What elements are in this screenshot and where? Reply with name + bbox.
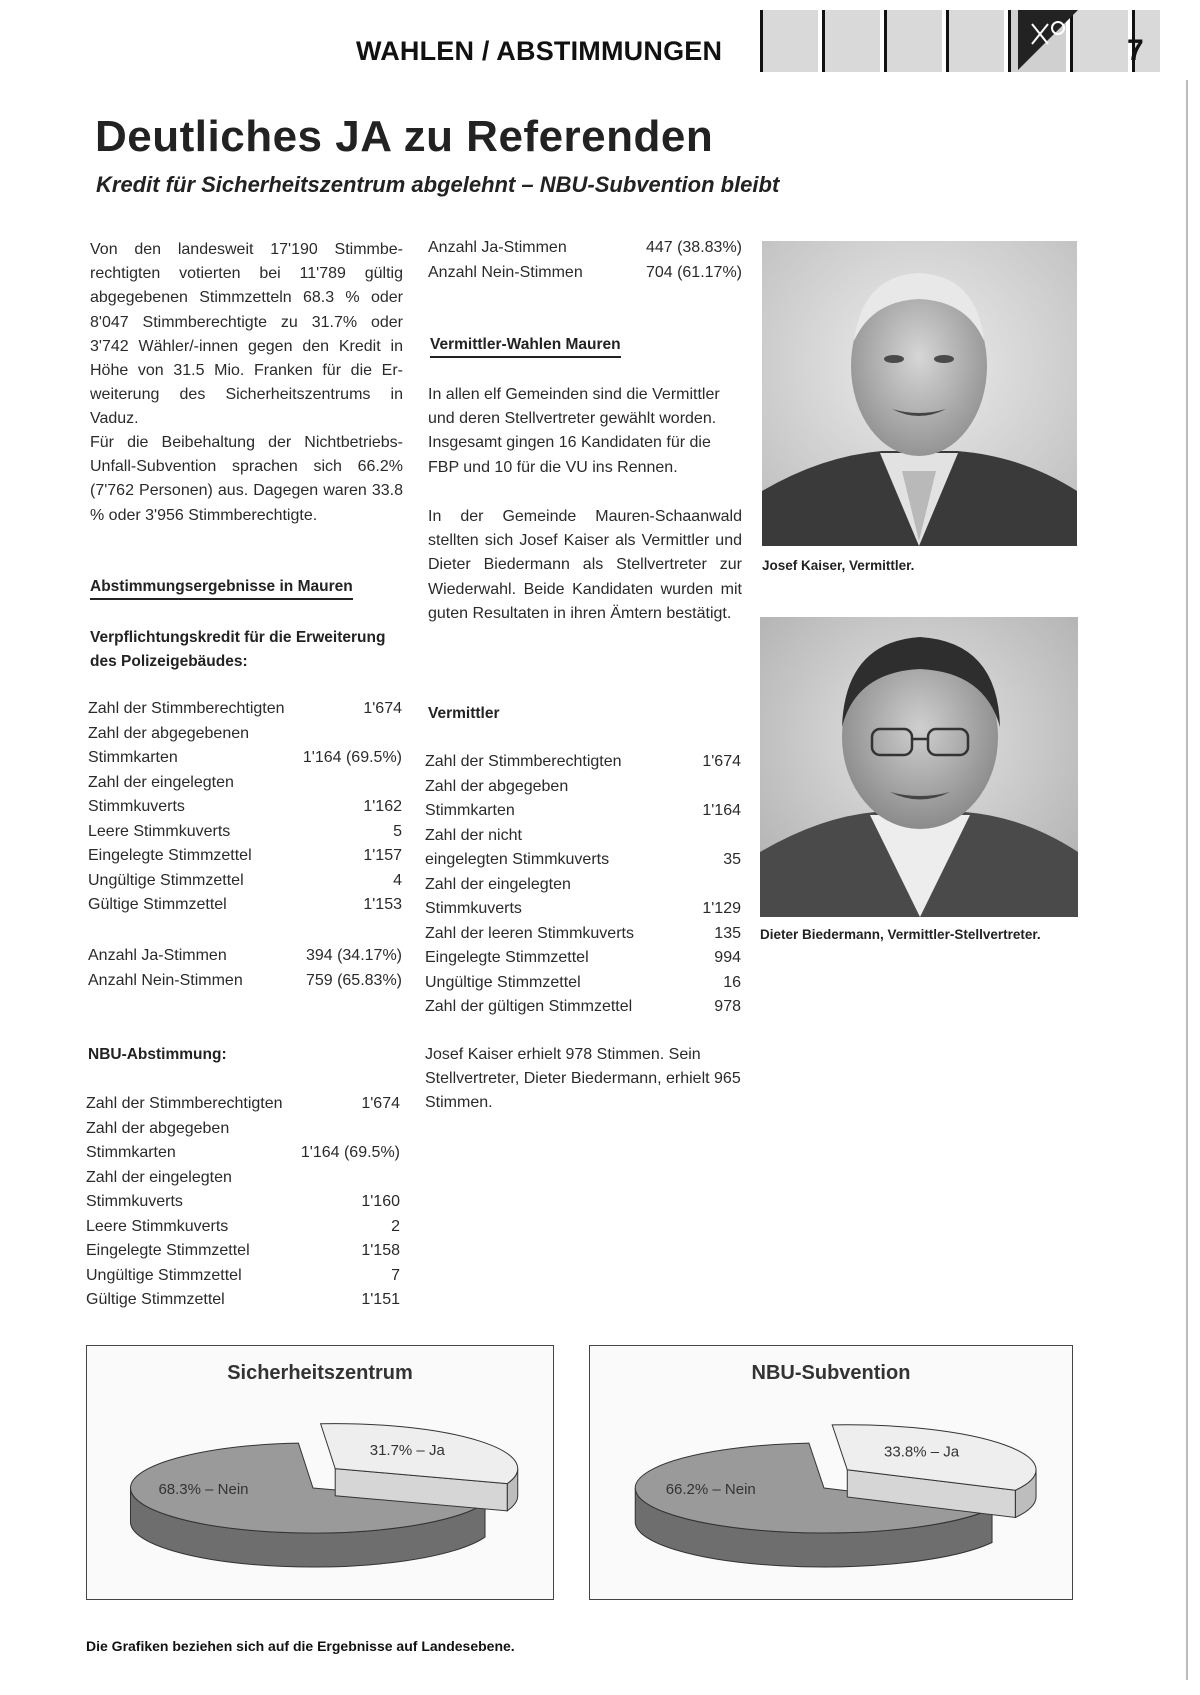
vermittler-wahlen-heading: Vermittler-Wahlen Mauren	[430, 336, 621, 358]
stat-label: Ungültige Stimmzettel	[88, 871, 244, 889]
municipal-emblem-icon	[1018, 10, 1078, 70]
stat-label: Leere Stimmkuverts	[88, 822, 231, 840]
dieter-biedermann-photo	[760, 617, 1078, 917]
vermittler-result: Josef Kaiser erhielt 978 Stimmen. Sein Stellvertreter, Dieter Biedermann, erhielt 965 Stimmen.	[425, 1046, 741, 1112]
stat-row	[86, 1117, 400, 1142]
stat-value: 4	[393, 871, 402, 889]
stat-label: Stimmkuverts	[86, 1193, 183, 1210]
stat-value: 704 (61.17%)	[645, 263, 742, 281]
stat-row	[425, 848, 741, 873]
stat-value: 1'164 (69.5%)	[302, 749, 402, 766]
stat-label: Ungültige Stimmzettel	[86, 1266, 242, 1284]
stat-row	[86, 1166, 400, 1191]
nbu-votes-table	[428, 236, 742, 285]
stat-label: Zahl der abgegeben	[425, 777, 569, 795]
stat-label: Anzahl Nein-Stimmen	[428, 263, 583, 281]
stat-value: 16	[723, 973, 741, 991]
stat-value: 1'153	[363, 896, 402, 913]
stat-value: 135	[714, 924, 741, 942]
stat-value: 978	[714, 998, 741, 1015]
stat-row	[425, 995, 741, 1020]
stat-label: Zahl der eingelegten	[88, 773, 234, 791]
stat-row	[88, 820, 402, 845]
stat-row	[88, 944, 402, 969]
stat-row	[86, 1092, 400, 1117]
stat-row	[86, 1239, 400, 1264]
stat-label: Gültige Stimmzettel	[88, 896, 227, 913]
stat-label: Zahl der nicht	[425, 826, 522, 844]
stat-row	[88, 746, 402, 771]
intro-paragraph-1: Von den landesweit 17'190 Stimmberechtigten votierten bei 11'789 gültig abgegebenen Stimmzetteln 68.3 % oder 8'047 Stimmberechtigte zu 31.7% oder 3'742 Wähler/-innen gegen den Kredit in Höhe von 31.5 Mio. Franken für die Erweiterung des Sicherheitszentrums in Vaduz.	[90, 241, 403, 428]
stat-row	[88, 869, 402, 894]
stat-row	[88, 969, 402, 994]
vermittler-paragraph-2: In der Gemeinde Mauren-Schaanwald stellten sich Josef Kaiser als Vermittler und Dieter Biedermann als Stellvertreter zur Wiederwahl. Beide Kandidaten wurden mit guten Resultaten in ihren Ämtern bestätigt.	[428, 508, 742, 622]
chart-nbu-subvention	[589, 1345, 1073, 1600]
stat-label: Ungültige Stimmzettel	[425, 973, 581, 991]
stat-label: Stimmkuverts	[88, 798, 185, 815]
stat-row	[425, 922, 741, 947]
mauren-results-heading: Abstimmungsergebnisse in Mauren	[90, 578, 353, 600]
stat-label: Zahl der Stimmberechtigten	[86, 1095, 283, 1112]
section-label: WAHLEN / ABSTIMMUNGEN	[356, 36, 723, 66]
stat-value: 994	[714, 949, 741, 966]
stat-label: Zahl der abgegebenen	[88, 724, 250, 742]
stat-value: 759 (65.83%)	[305, 971, 402, 989]
stat-row	[425, 873, 741, 898]
pie-label-nein: 68.3% – Nein	[158, 1481, 249, 1498]
stat-row	[88, 893, 402, 918]
stat-label: eingelegten Stimmkuverts	[425, 851, 610, 868]
stat-value: 1'158	[361, 1242, 400, 1259]
stat-label: Stimmkarten	[88, 749, 178, 766]
stat-row	[425, 897, 741, 922]
stat-row	[86, 1215, 400, 1240]
stat-row	[425, 750, 741, 775]
subtitle: Kredit für Sicherheitszentrum abgelehnt – NBU-Subvention bleibt	[96, 172, 780, 197]
stat-value: 1'164	[702, 802, 741, 819]
stat-value: 7	[391, 1266, 400, 1284]
stat-label: Stimmkarten	[86, 1144, 176, 1161]
stat-row	[88, 722, 402, 747]
josef-kaiser-photo	[762, 241, 1077, 546]
chart-sicherheitszentrum	[86, 1345, 554, 1600]
stat-value: 1'164 (69.5%)	[300, 1144, 400, 1161]
stat-row	[88, 844, 402, 869]
header-bars	[760, 10, 1160, 72]
stat-row	[428, 236, 742, 261]
stat-row	[86, 1190, 400, 1215]
stat-value: 1'157	[363, 847, 402, 864]
stat-value: 35	[723, 851, 741, 868]
stat-value: 1'674	[363, 700, 402, 717]
stat-row	[425, 824, 741, 849]
stat-value: 2	[391, 1217, 400, 1235]
stat-label: Gültige Stimmzettel	[86, 1291, 225, 1308]
stat-row	[425, 971, 741, 996]
kredit-heading: Verpflichtungskredit für die Erweiterung des Polizeigebäudes:	[90, 629, 386, 670]
stat-label: Leere Stimmkuverts	[86, 1217, 229, 1235]
stat-row	[428, 261, 742, 286]
stat-label: Stimmkarten	[425, 802, 515, 819]
nbu-heading: NBU-Abstimmung:	[88, 1046, 227, 1063]
vermittler-subheading: Vermittler	[428, 705, 500, 722]
stat-value: 1'162	[363, 798, 402, 815]
vermittler-stats-table	[425, 750, 741, 1020]
stat-value: 1'129	[702, 900, 741, 917]
stat-label: Zahl der Stimmberechtigten	[88, 700, 285, 717]
page-number: 7	[1127, 34, 1144, 67]
dieter-biedermann-caption: Dieter Biedermann, Vermittler-Stellvertreter.	[760, 927, 1041, 942]
stat-label: Zahl der leeren Stimmkuverts	[425, 924, 634, 942]
stat-value: 1'674	[361, 1095, 400, 1112]
stat-row	[425, 946, 741, 971]
stat-row	[88, 697, 402, 722]
pie-label-ja: 33.8% – Ja	[884, 1443, 960, 1461]
stat-value: 1'160	[361, 1193, 400, 1210]
stat-row	[86, 1141, 400, 1166]
stat-label: Anzahl Nein-Stimmen	[88, 971, 243, 989]
kredit-votes-table	[88, 944, 402, 993]
stat-label: Zahl der eingelegten	[86, 1168, 232, 1186]
stat-row	[86, 1288, 400, 1313]
stat-label: Anzahl Ja-Stimmen	[428, 239, 567, 256]
chart-title: Sicherheitszentrum	[227, 1362, 413, 1384]
stat-label: Zahl der abgegeben	[86, 1119, 230, 1137]
kredit-stats-table	[88, 697, 402, 918]
stat-row	[88, 771, 402, 796]
chart-title: NBU-Subvention	[751, 1362, 911, 1384]
stat-value: 1'674	[702, 753, 741, 770]
stat-value: 1'151	[361, 1291, 400, 1308]
stat-row	[88, 795, 402, 820]
chart-footnote: Die Grafiken beziehen sich auf die Ergebnisse auf Landesebene.	[86, 1638, 515, 1654]
stat-label: Eingelegte Stimmzettel	[425, 949, 589, 966]
stat-row	[425, 799, 741, 824]
vermittler-paragraph-1: In allen elf Gemeinden sind die Vermittler und deren Stellvertreter gewählt worden. Insgesamt gingen 16 Kandidaten für die FBP und 10 für die VU ins Rennen.	[428, 386, 720, 476]
stat-label: Eingelegte Stimmzettel	[88, 847, 252, 864]
intro-paragraph-2: Für die Beibehaltung der Nichtbetriebs-Unfall-Subvention sprachen sich 66.2% (7'762 Personen) aus. Dagegen waren 33.8 % oder 3'956 Stimmberechtigte.	[90, 434, 403, 524]
josef-kaiser-caption: Josef Kaiser, Vermittler.	[762, 558, 915, 573]
pie-svg	[87, 1346, 555, 1601]
stat-label: Anzahl Ja-Stimmen	[88, 947, 227, 964]
stat-row	[425, 775, 741, 800]
stat-label: Zahl der gültigen Stimmzettel	[425, 998, 633, 1015]
stat-label: Stimmkuverts	[425, 900, 522, 917]
page-edge-rule	[1186, 80, 1188, 1680]
stat-label: Zahl der Stimmberechtigten	[425, 753, 622, 770]
main-title: Deutliches JA zu Referenden	[95, 112, 714, 161]
pie-label-ja: 31.7% – Ja	[369, 1442, 445, 1460]
stat-row	[86, 1264, 400, 1289]
stat-value: 5	[393, 822, 402, 840]
stat-value: 447 (38.83%)	[645, 239, 742, 256]
stat-value: 394 (34.17%)	[305, 947, 402, 964]
nbu-stats-table	[86, 1092, 400, 1313]
stat-label: Eingelegte Stimmzettel	[86, 1242, 250, 1259]
stat-label: Zahl der eingelegten	[425, 875, 571, 893]
pie-svg	[590, 1346, 1074, 1601]
pie-label-nein: 66.2% – Nein	[665, 1481, 756, 1498]
